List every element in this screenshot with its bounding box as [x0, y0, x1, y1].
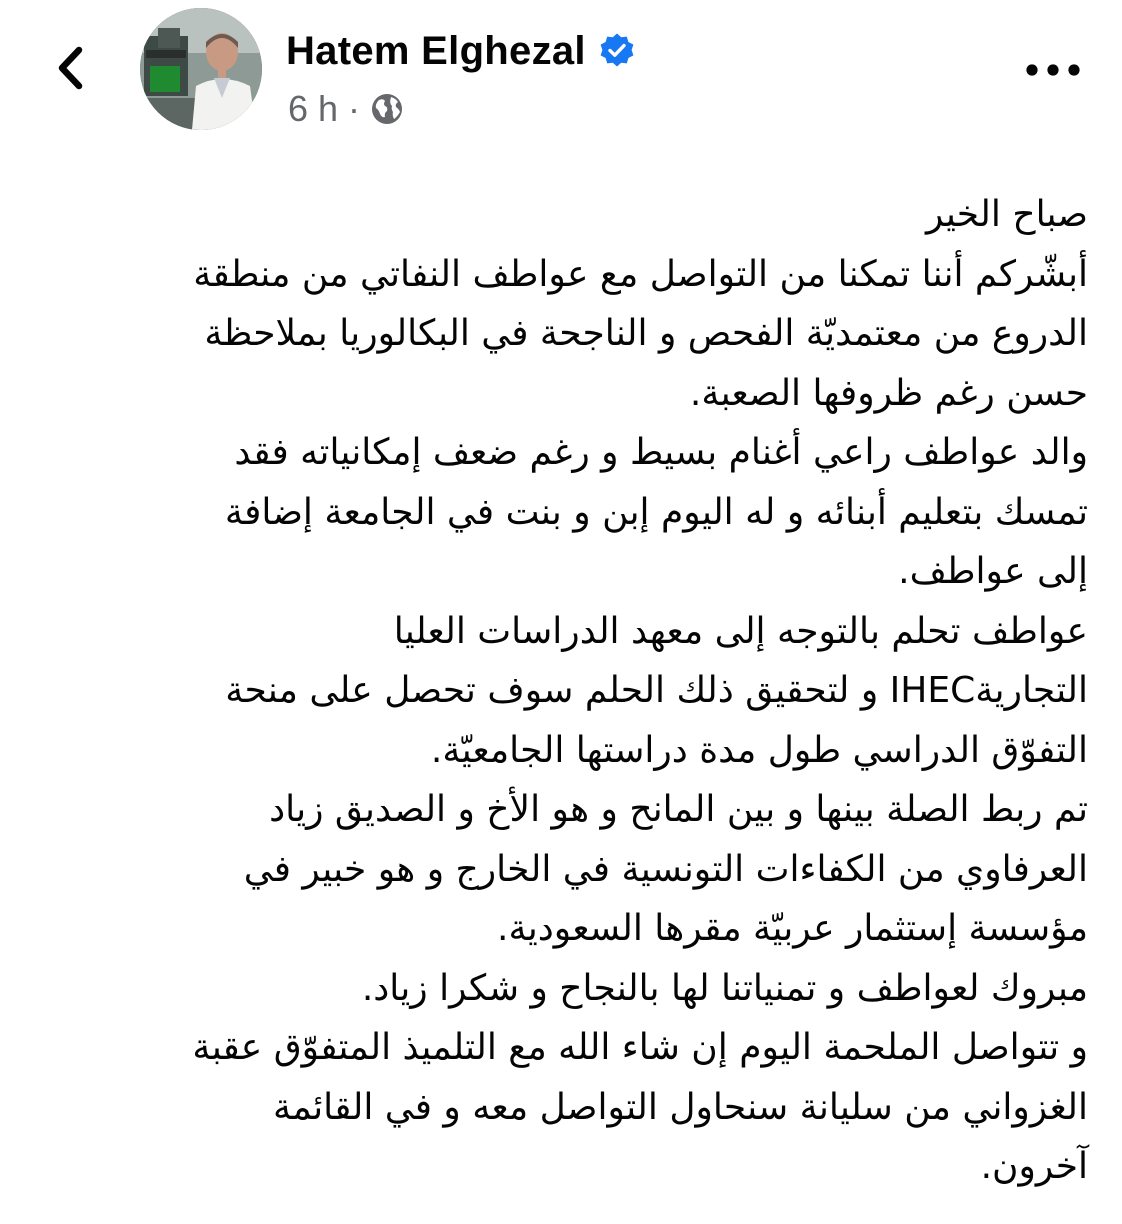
- back-button[interactable]: [40, 38, 100, 98]
- more-horizontal-icon: [1020, 62, 1086, 78]
- post-line: صباح الخير: [925, 194, 1088, 235]
- post-line: و تتواصل الملحمة اليوم إن شاء الله مع التلميذ المتفوّق عقبة: [192, 1027, 1088, 1068]
- chevron-left-icon: [53, 44, 87, 92]
- verified-badge-icon: [598, 32, 636, 70]
- post-line: تمسك بتعليم أبنائه و له اليوم إبن و بنت في الجامعة إضافة: [224, 491, 1088, 533]
- post-line: إلى عواطف.: [898, 551, 1088, 592]
- post-header: [0, 0, 1122, 150]
- post-line: التجاريةIHEC و لتحقيق ذلك الحلم سوف تحصل على منحة: [225, 670, 1088, 711]
- post-line: الدروع من معتمديّة الفحص و الناجحة في البكالوريا بملاحظة: [204, 313, 1088, 354]
- post-line: العرفاوي من الكفاءات التونسية في الخارج و هو خبير في: [243, 848, 1088, 890]
- post-meta: [288, 86, 404, 132]
- post-line: آخرون.: [980, 1146, 1088, 1187]
- author-avatar[interactable]: [140, 8, 262, 130]
- post-line: مؤسسة إستثمار عربيّة مقرها السعودية.: [497, 908, 1088, 949]
- post-line: حسن رغم ظروفها الصعبة.: [689, 372, 1088, 414]
- post-line: مبروك لعواطف و تمنياتنا لها بالنجاح و شكرا زياد.: [361, 967, 1088, 1009]
- globe-icon: [370, 92, 404, 126]
- more-options-button[interactable]: [1020, 50, 1086, 90]
- post-line: التفوّق الدراسي طول مدة دراستها الجامعيّة.: [430, 729, 1088, 771]
- post-time[interactable]: 6 h: [288, 88, 339, 129]
- post-line: والد عواطف راعي أغنام بسيط و رغم ضعف إمكانياته فقد: [234, 432, 1088, 473]
- post-text: [30, 185, 1088, 1197]
- post-line: أبشّركم أننا تمكنا من التواصل مع عواطف النفاتي من منطقة: [193, 253, 1088, 295]
- post-line: الغزواني من سليانة سنحاول التواصل معه و في القائمة: [273, 1086, 1088, 1128]
- post-line: عواطف تحلم بالتوجه إلى معهد الدراسات العليا: [393, 610, 1088, 652]
- post-line: تم ربط الصلة بينها و بين المانح و هو الأخ و الصديق زياد: [269, 789, 1088, 830]
- author-name-row: [286, 24, 636, 78]
- profile-photo: [140, 8, 262, 130]
- author-name[interactable]: Hatem Elghezal: [286, 28, 586, 73]
- meta-separator: ·: [348, 88, 361, 129]
